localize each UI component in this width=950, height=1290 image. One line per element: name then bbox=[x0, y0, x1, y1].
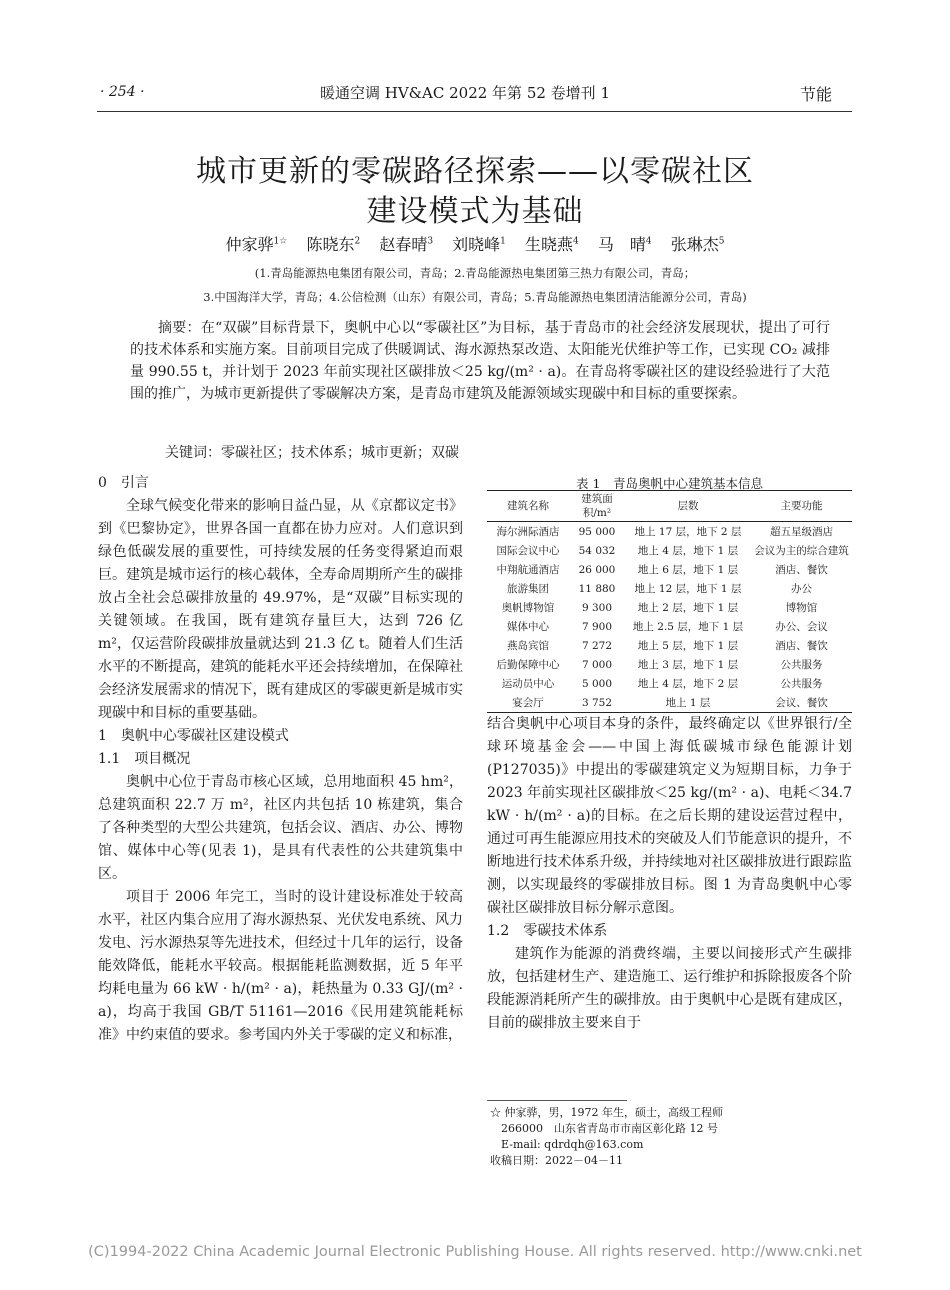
affiliation-line-2: 3.中国海洋大学，青岛；4.公信检测（山东）有限公司，青岛；5.青岛能源热电集团清洁能源分公司，青岛) bbox=[203, 290, 747, 304]
table-cell: 后勤保障中心 bbox=[496, 659, 560, 671]
table-row bbox=[487, 655, 852, 674]
header-rule bbox=[97, 111, 852, 112]
table-cell: 运动员中心 bbox=[501, 678, 555, 690]
title-line-2: 建设模式为基础 bbox=[366, 194, 584, 229]
section-heading-1: 1 奥帆中心零碳社区建设模式 bbox=[98, 728, 289, 744]
author: 赵春晴$^3$ bbox=[379, 235, 434, 254]
table-cell: 超五星级酒店 bbox=[770, 526, 833, 538]
table-cell: 旅游集团 bbox=[507, 583, 549, 595]
footnote-author: ☆ 仲家骅，男，1972 年生，硕士，高级工程师 bbox=[490, 1106, 723, 1119]
paragraph: 项目于 2006 年完工，当时的设计建设标准处于较高水平，社区内集合应用了海水源热泵、光伏发电系统、风力发电、污水源热泵等先进技术，但经过十几年的运行，设备能效降低，能耗水平较高。根据能耗监测数据，近 5 年平均耗电量为 66 kW · h/(m² · a)，耗热量为 0.33 GJ/(m² · a)，均高于我国 GB/T 51161—2016《民用建筑能耗标准》中约束值的要求。参考国内外关于零碳的定义和标准， bbox=[98, 889, 463, 1043]
footnote-rule bbox=[487, 1100, 627, 1101]
table-cell: 地上 6 层，地下 1 层 bbox=[637, 564, 739, 576]
author: 刘晓峰$^1$ bbox=[452, 235, 506, 254]
table-cell: 地上 17 层，地下 2 层 bbox=[634, 526, 742, 538]
table-cell: 博物馆 bbox=[785, 602, 818, 614]
table-cell: 媒体中心 bbox=[507, 621, 549, 633]
title-line-1: 城市更新的零碳路径探索——以零碳社区 bbox=[196, 154, 754, 189]
section-label: 节能 bbox=[800, 85, 833, 104]
table-cell: 95 000 bbox=[578, 525, 616, 538]
table-cell: 燕岛宾馆 bbox=[507, 640, 549, 652]
table-cell: 3 752 bbox=[581, 696, 613, 709]
table-cell: 7 000 bbox=[581, 658, 613, 671]
table-cell: 5 000 bbox=[581, 677, 613, 690]
paragraph: 建筑作为能源的消费终端，主要以间接形式产生碳排放，包括建材生产、建造施工、运行维护和拆除报废各个阶段能源消耗所产生的碳排放。由于奥帆中心是既有建成区，目前的碳排放主要来自于 bbox=[487, 946, 852, 1031]
table-cell: 54 032 bbox=[578, 544, 616, 557]
table-cell: 26 000 bbox=[578, 563, 616, 576]
abstract: 摘要：在“双碳”目标背景下，奥帆中心以“零碳社区”为目标，基于青岛市的社会经济发展现状，提出了可行的技术体系和实施方案。目前项目完成了供暖调试、海水源热泵改造、太阳能光伏维护等工作，已实现 CO₂ 减排量 990.55 t，并计划于 2023 年前实现社区碳排放＜25 kg/(m² · a)。在青岛将零碳社区的建设经验进行了大范围的推广，为城市更新提供了零碳解决方案，是青岛市建筑及能源领域实现碳中和目标的重要探索。 bbox=[130, 320, 830, 402]
table-cell: 酒店、餐饮 bbox=[775, 640, 828, 652]
table-cell: 9 300 bbox=[581, 601, 613, 614]
table-cell: 地上 12 层，地下 1 层 bbox=[634, 583, 742, 595]
column-header: 建筑名称 bbox=[507, 500, 549, 512]
table-cell: 地上 4 层，地下 2 层 bbox=[637, 678, 739, 690]
table-cell: 会议、餐饮 bbox=[775, 697, 828, 709]
table-cell: 酒店、餐饮 bbox=[775, 564, 828, 576]
table-row bbox=[487, 579, 852, 598]
table-cell: 办公 bbox=[791, 583, 812, 595]
author: 张琳杰$^5$ bbox=[670, 235, 725, 254]
column-header: 建筑面积/m² bbox=[581, 493, 613, 519]
paragraph: 奥帆中心位于青岛市核心区域，总用地面积 45 hm²，总建筑面积 22.7 万 m²，社区内共包括 10 栋建筑，集合了各种类型的大型公共建筑，包括会议、酒店、办公、博物馆、媒体中心等(见表 1)，是具有代表性的公共建筑集中区。 bbox=[98, 774, 463, 882]
author: 仲家骅$^{1☆}$ bbox=[225, 235, 288, 254]
footnote bbox=[490, 1105, 723, 1169]
footnote-received-date: 收稿日期：2022－04－11 bbox=[490, 1154, 623, 1167]
table-cell: 奥帆博物馆 bbox=[501, 602, 555, 614]
table-cell: 地上 4 层，地下 1 层 bbox=[637, 545, 739, 557]
table-cell: 7 272 bbox=[581, 639, 613, 652]
table-cell: 地上 2.5 层，地下 1 层 bbox=[632, 621, 744, 633]
paragraph: 结合奥帆中心项目本身的条件，最终确定以《世界银行/全球环境基金会——中国上海低碳城市绿色能源计划(P127035)》中提出的零碳建筑定义为短期目标，力争于 2023 年前实现社区碳排放＜25 kg/(m² · a)、电耗＜34.7 kW · h/(m² · a)的目标。在之后长期的建设运营过程中，通过可再生能源应用技术的突破及人们节能意识的提升，不断地进行技术体系升级，并持续地对社区碳排放进行跟踪监测，以实现最终的零碳排放目标。图 1 为青岛奥帆中心零碳社区碳排放目标分解示意图。 bbox=[487, 716, 852, 916]
left-column bbox=[98, 472, 463, 1047]
journal-name: 暖通空调 HV&AC 2022 年第 52 卷增刊 1 bbox=[320, 84, 610, 102]
table-cell: 地上 5 层，地下 1 层 bbox=[637, 640, 739, 652]
column-header: 主要功能 bbox=[780, 500, 823, 512]
copyright-watermark: (C)1994-2022 China Academic Journal Electronic Publishing House. All rights reserved. http://www.cnki.net bbox=[88, 1244, 862, 1260]
column-header: 层数 bbox=[677, 500, 699, 512]
right-column bbox=[487, 713, 852, 1035]
author: 马 晴$^4$ bbox=[597, 235, 652, 254]
affiliation-line-1: (1.青岛能源热电集团有限公司，青岛；2.青岛能源热电集团第三热力有限公司，青岛； bbox=[254, 266, 696, 280]
paragraph: 全球气候变化带来的影响日益凸显，从《京都议定书》到《巴黎协定》，世界各国一直都在协力应对。人们意识到绿色低碳发展的重要性，可持续发展的任务变得紧迫而艰巨。建筑是城市运行的核心载体，全寿命周期所产生的碳排放占全社会总碳排放量的 49.97%，是“双碳”目标实现的关键领域。在我国，既有建筑存量巨大，达到 726 亿 m²，仅运营阶段碳排放量就达到 21.3 亿 t。随着人们生活水平的不断提高，建筑的能耗水平还会持续增加，在保障社会经济发展需求的情况下，既有建成区的零碳更新是城市实现碳中和目标的重要基础。 bbox=[98, 498, 463, 721]
keywords: 关键词：零碳社区；技术体系；城市更新；双碳 bbox=[165, 445, 459, 461]
author-list bbox=[90, 232, 860, 255]
table-title: 表 1 青岛奥帆中心建筑基本信息 bbox=[576, 476, 763, 491]
table-cell: 地上 2 层，地下 1 层 bbox=[637, 602, 739, 614]
table-cell: 会议为主的综合建筑 bbox=[754, 545, 849, 557]
author: 陈晓东$^2$ bbox=[306, 235, 361, 254]
page-number: · 254 · bbox=[100, 84, 145, 100]
table-cell: 公共服务 bbox=[780, 678, 823, 690]
section-heading-1-2: 1.2 零碳技术体系 bbox=[487, 923, 608, 939]
table-cell: 7 900 bbox=[581, 620, 613, 633]
table-cell: 地上 1 层 bbox=[665, 697, 711, 709]
table-cell: 办公、会议 bbox=[775, 621, 828, 633]
table-row bbox=[487, 617, 852, 636]
author: 生晓燕$^4$ bbox=[525, 235, 579, 254]
table-cell: 地上 3 层，地下 1 层 bbox=[637, 659, 739, 671]
table-header-row bbox=[487, 491, 852, 522]
section-heading-intro: 0 引言 bbox=[98, 475, 149, 491]
table-cell: 海尔洲际酒店 bbox=[496, 526, 560, 538]
footnote-address: 266000 山东省青岛市市南区彰化路 12 号 bbox=[490, 1122, 718, 1135]
table-cell: 11 880 bbox=[578, 582, 616, 595]
table-cell: 中翔航通酒店 bbox=[496, 564, 560, 576]
table-row bbox=[487, 598, 852, 617]
table-row bbox=[487, 636, 852, 655]
table-row bbox=[487, 693, 852, 713]
building-info-table bbox=[487, 490, 852, 713]
footnote-email: E-mail: qdrdqh@163.com bbox=[490, 1138, 644, 1151]
table-cell: 国际会议中心 bbox=[496, 545, 560, 557]
table-row bbox=[487, 541, 852, 560]
table-row bbox=[487, 674, 852, 693]
table-cell: 宴会厅 bbox=[512, 697, 544, 709]
table-row bbox=[487, 560, 852, 579]
table-row bbox=[487, 522, 852, 542]
table-cell: 公共服务 bbox=[780, 659, 823, 671]
section-heading-1-1: 1.1 项目概况 bbox=[98, 751, 191, 767]
